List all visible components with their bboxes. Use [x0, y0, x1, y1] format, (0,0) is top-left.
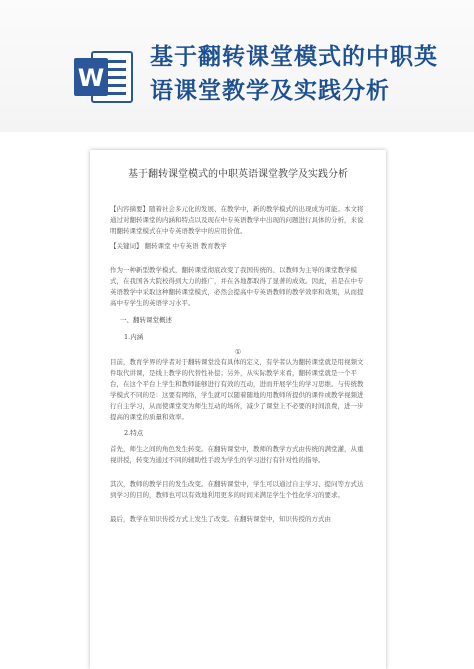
paragraph: 其次，教师的教学目的发生改变。在翻转课堂中，学生可以通过自主学习、提问等方式达到学习的目的，教师也可以有效地利用更多的时间来满足学生个性化学习的要求。 — [110, 480, 364, 499]
document-title: 基于翻转课堂模式的中职英语课堂教学及实践分析 — [128, 169, 348, 180]
footnote-mark: ① — [234, 348, 242, 356]
keywords: 【关键词】 翻转课堂 中专英语 教育教学 — [110, 242, 227, 250]
intro-paragraph: 作为一种新型教学模式，翻转课堂彻底改变了我国传统的、以教师为主导的课堂教学模式，在我国各大院校得到大力的推广，并在各地都取得了显著的成效。因此，若是在中专英语教学中采取这种翻转课堂模式，必然会提高中专英语教师的教学效率和效果，从而提高中专学生的英语学习水平。 — [110, 266, 364, 307]
paragraph: 首先，师生之间的角色发生转变。在翻转课堂中，教师的教学方式由传统的满堂灌，从重视讲授，转变为通过不同的辅助性手段为学生的学习进行有针对性的指导。 — [110, 445, 364, 464]
paragraph: 最后，教学在知识传授方式上发生了改变。在翻转课堂中，知识传授的方式由 — [110, 515, 331, 523]
word-document-icon — [72, 48, 134, 106]
svg-text:W: W — [77, 64, 105, 92]
header-title: 基于翻转课堂模式的中职英语课堂教学及实践分析 — [150, 44, 438, 104]
subsection-heading: 1.内涵 — [124, 333, 144, 341]
document-body — [110, 168, 366, 529]
subsection-heading: 2.特点 — [124, 429, 144, 437]
document-page — [90, 150, 386, 669]
paragraph: 目前，教育学界的学者对于翻转课堂没有具体的定义，有学者认为翻转课堂就是用视频文件取代讲课，是线上教学的代替性补偿；另外，从实际教学来看，翻转课堂就是一个平台，在这个平台上学生和教师能够进行有效的互动，进而开展学生的学习思维。与传统教学模式不同的是：这要有网络，学生就可以随着随地的用教师所提供的课件或教学视频进行自主学习，从而使课堂变为师生互动的场所，减少了课堂上不必要的时间浪费，进一步提高的课堂的质量和效率。 — [110, 358, 364, 421]
section-heading: 一、翻转课堂概述 — [120, 316, 172, 324]
header-banner — [0, 0, 474, 132]
abstract: 【内容摘要】随着社会多元化的发展、在教学中，新的教学模式的出现成为可能。本文将通过对翻转课堂的内涵和特点以及现在中专英语教学中出现的问题进行具体的分析，来说明翻转课堂模式在中专英语教学中的应用价值。 — [110, 205, 364, 235]
